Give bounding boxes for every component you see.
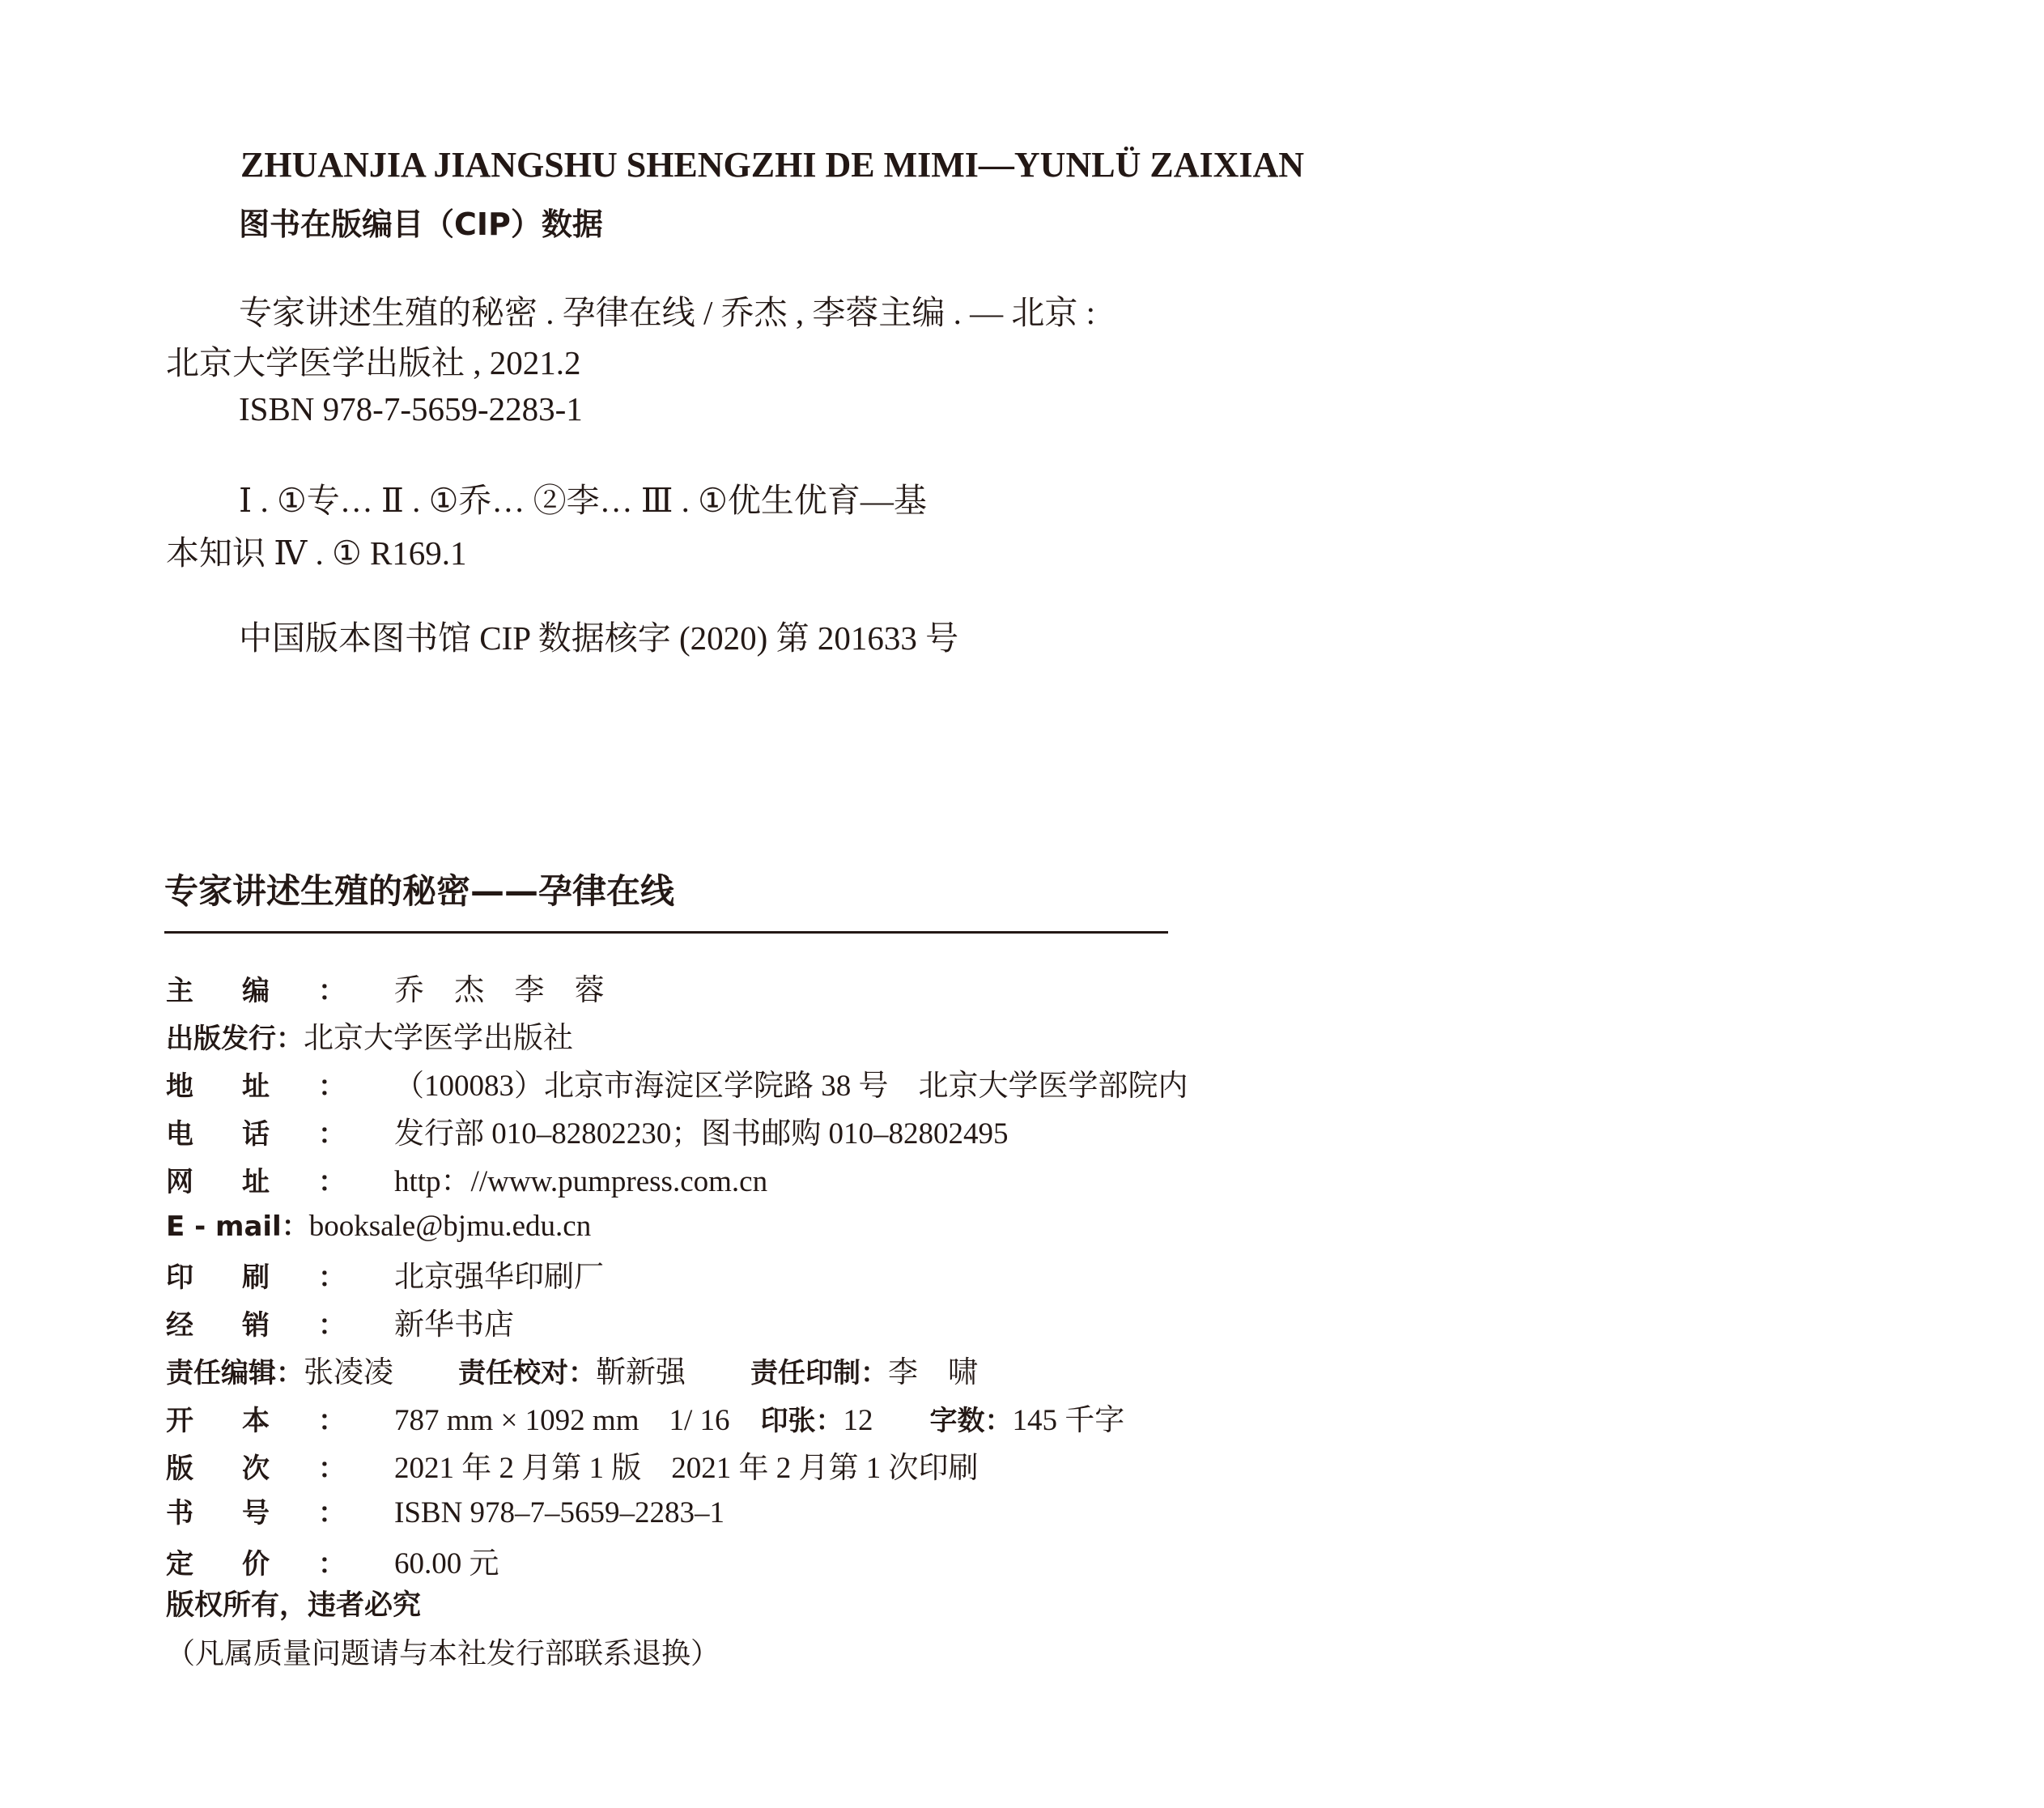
responsible-proofreader-value: 靳新强 (596, 1356, 686, 1389)
editor-row (166, 965, 616, 1006)
responsible-editor-value: 张凌凌 (304, 1356, 393, 1389)
price-row (166, 1538, 499, 1579)
edition-value: 2021 年 2 月第 1 版 2021 年 2 月第 1 次印刷 (394, 1452, 979, 1485)
copyright-notice: 版权所有，违者必究 (166, 1589, 422, 1622)
responsible-editor-label: 责任编辑： (166, 1357, 304, 1389)
responsible-printing-value: 李 啸 (888, 1356, 978, 1389)
editor-value: 乔 杰 李 蓉 (394, 974, 616, 1007)
format-value: 787 mm × 1092 mm 1/ 16 (394, 1404, 730, 1437)
edition-label: 版次： (166, 1453, 394, 1485)
format-row (166, 1395, 1124, 1436)
email-value: booksale@bjmu.edu.cn (308, 1210, 592, 1243)
email-label: E - mail： (166, 1210, 309, 1243)
address-row (166, 1061, 1188, 1101)
distributor-label: 经销： (166, 1309, 394, 1342)
cip-classification-line: 本知识 Ⅳ . ① R169.1 (166, 534, 467, 572)
printer-label: 印刷： (166, 1261, 394, 1294)
printer-value: 北京强华印刷厂 (394, 1261, 604, 1294)
cip-classification-line: Ⅰ . ①专… Ⅱ . ①乔… ②李… Ⅲ . ①优生优育—基 (239, 482, 927, 519)
phone-value: 发行部 010–82802230；图书邮购 010–82802495 (394, 1117, 1009, 1151)
format-label: 开本： (166, 1405, 394, 1437)
word-count-label: 字数： (929, 1405, 1013, 1437)
address-value: （100083）北京市海淀区学院路 38 号 北京大学医学部院内 (394, 1070, 1188, 1103)
website-row (166, 1156, 767, 1197)
word-count-value: 145 千字 (1012, 1404, 1125, 1437)
book-title: 专家讲述生殖的秘密——孕律在线 (164, 871, 675, 911)
publisher-row (166, 1013, 573, 1053)
website-label: 网址： (166, 1166, 394, 1198)
cip-entry-line: 专家讲述生殖的秘密 . 孕律在线 / 乔杰 , 李蓉主编 . — 北京 : (239, 294, 1096, 331)
price-label: 定价： (166, 1548, 394, 1580)
editor-label: 主编： (166, 975, 394, 1007)
distributor-value: 新华书店 (394, 1308, 514, 1342)
phone-row (166, 1108, 1009, 1149)
cip-heading: 图书在版编目（CIP）数据 (239, 206, 603, 242)
printer-row (166, 1252, 604, 1292)
phone-label: 电话： (166, 1118, 394, 1151)
edition-row (166, 1443, 979, 1483)
cip-entry-line: 北京大学医学出版社 , 2021.2 (166, 344, 581, 381)
book-number-label: 书号： (166, 1497, 394, 1529)
book-number-value: ISBN 978–7–5659–2283–1 (394, 1496, 725, 1529)
address-label: 地址： (166, 1070, 394, 1103)
distributor-row (166, 1300, 514, 1340)
responsible-proofreader-label: 责任校对： (458, 1357, 596, 1389)
book-number-row (166, 1491, 725, 1531)
publisher-value: 北京大学医学出版社 (304, 1022, 573, 1055)
title-divider (164, 931, 1168, 934)
responsible-printing-label: 责任印制： (750, 1357, 888, 1389)
cip-record-number: 中国版本图书馆 CIP 数据核字 (2020) 第 201633 号 (239, 619, 959, 657)
pinyin-title: ZHUANJIA JIANGSHU SHENGZHI DE MIMI—YUNLÜ ZAIXIAN (240, 145, 1305, 185)
sheets-label: 印张： (760, 1405, 844, 1437)
cip-isbn: ISBN 978-7-5659-2283-1 (239, 390, 583, 428)
return-note: （凡属质量问题请与本社发行部联系退换） (166, 1637, 720, 1670)
website-value: http：//www.pumpress.com.cn (394, 1165, 768, 1198)
price-value: 60.00 元 (394, 1547, 499, 1580)
sheets-value: 12 (843, 1404, 873, 1437)
email-row (166, 1204, 591, 1244)
publisher-label: 出版发行： (166, 1023, 304, 1055)
responsibility-row (166, 1347, 978, 1388)
